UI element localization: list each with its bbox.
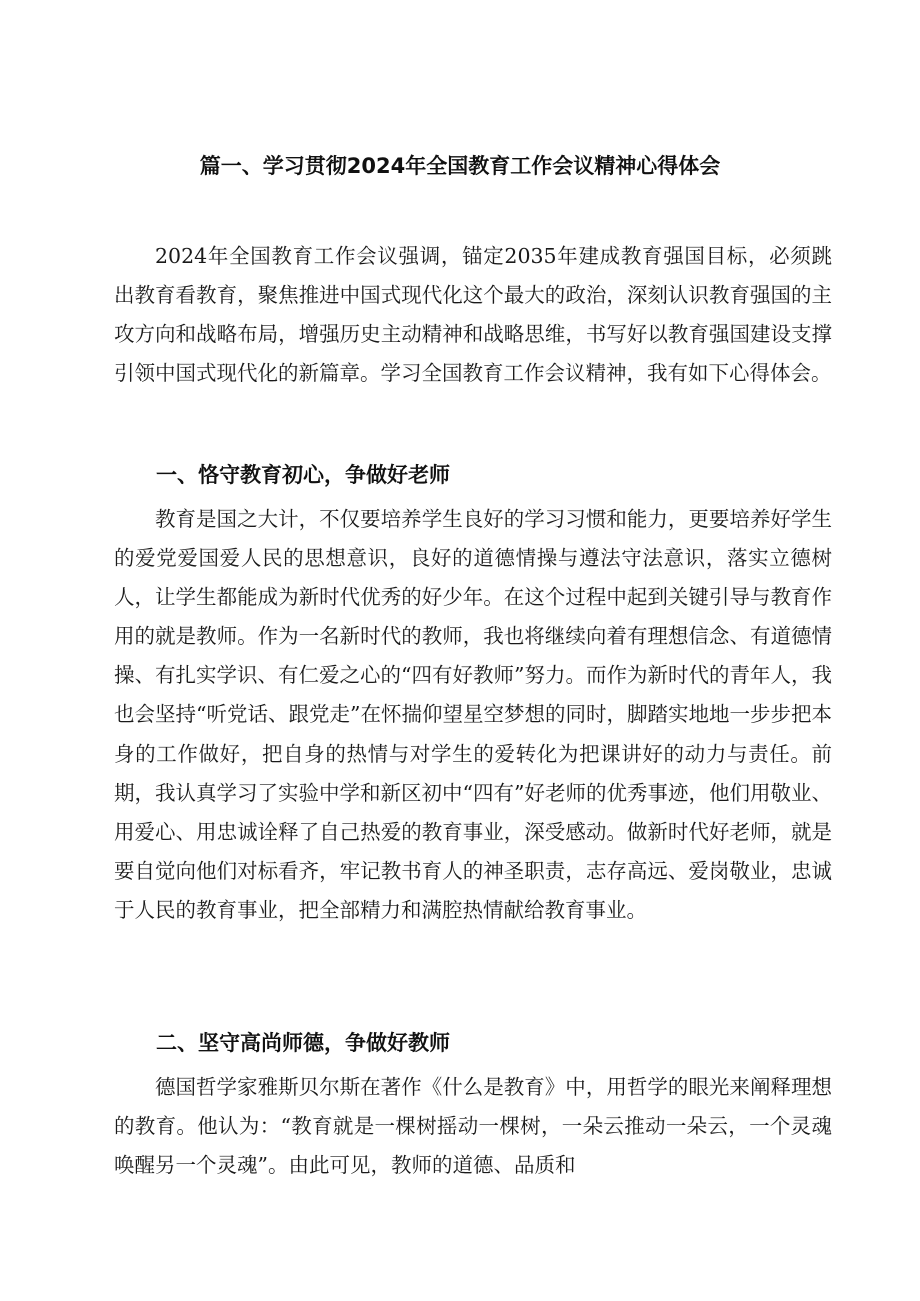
- section-body-1: 教育是国之大计，不仅要培养学生良好的学习习惯和能力，更要培养好学生的爱党爱国爱人民的思想意识，良好的道德情操与遵法守法意识，落实立德树人，让学生都能成为新时代优秀的好少年。在这个过程中起到关键引导与教育作用的就是教师。作为一名新时代的教师，我也将继续向着有理想信念、有道德情操、有扎实学识、有仁爱之心的“四有好教师”努力。而作为新时代的青年人，我也会坚持“听党话、跟党走”在怀揣仰望星空梦想的同时，脚踏实地地一步步把本身的工作做好，把自身的热情与对学生的爱转化为把课讲好的动力与责任。前期，我认真学习了实验中学和新区初中“四有”好老师的优秀事迹，他们用敬业、用爱心、用忠诚诠释了自己热爱的教育事业，深受感动。做新时代好老师，就是要自觉向他们对标看齐，牢记教书育人的神圣职责，志存高远、爱岗敬业，忠诚于人民的教育事业，把全部精力和满腔热情献给教育事业。: [114, 507, 832, 922]
- intro-paragraph: 2024年全国教育工作会议强调，锚定2035年建成教育强国目标，必须跳出教育看教育，聚焦推进中国式现代化这个最大的政治，深刻认识教育强国的主攻方向和战略布局，增强历史主动精神和战略思维，书写好以教育强国建设支撑引领中国式现代化的新篇章。学习全国教育工作会议精神，我有如下心得体会。: [114, 244, 832, 386]
- document-title: 篇一、学习贯彻2024年全国教育工作会议精神心得体会: [199, 154, 721, 178]
- section-heading-1: 一、恪守教育初心，争做好老师: [156, 463, 450, 487]
- section-heading-2: 二、坚守高尚师德，争做好教师: [156, 1031, 450, 1055]
- section-body-2: 德国哲学家雅斯贝尔斯在著作《什么是教育》中，用哲学的眼光来阐释理想的教育。他认为：“教育就是一棵树摇动一棵树，一朵云推动一朵云，一个灵魂唤醒另一个灵魂”。由此可见，教师的道德、品质和: [114, 1075, 832, 1178]
